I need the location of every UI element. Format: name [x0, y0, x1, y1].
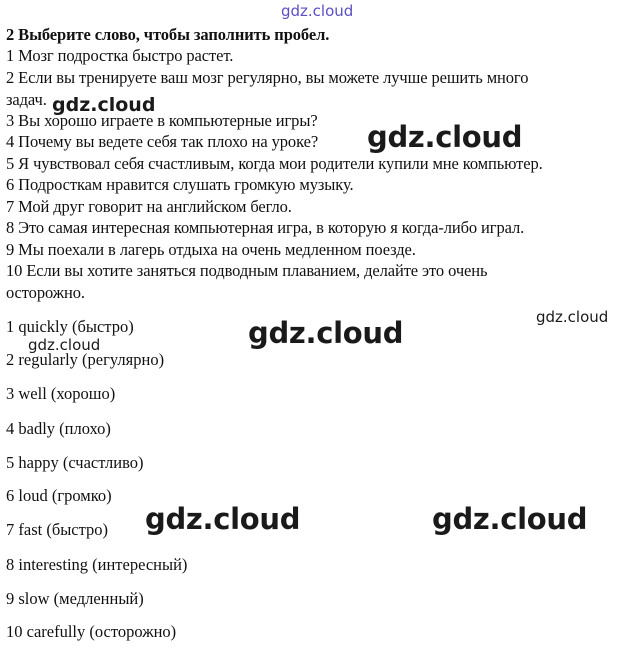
answer-item: 1 quickly (быстро) [6, 317, 134, 336]
watermark-large: gdz.cloud [432, 502, 588, 536]
sentence-line: 10 Если вы хотите заняться подводным плаванием, делайте это очень [6, 261, 488, 280]
sentence-line: осторожно. [6, 283, 85, 302]
sentence-line: 2 Если вы тренируете ваш мозг регулярно, вы можете лучше решить много [6, 68, 529, 87]
sentence-line: задач. [6, 90, 47, 109]
answer-item: 7 fast (быстро) [6, 520, 109, 539]
sentence-line: 9 Мы поехали в лагерь отдыха на очень медленном поезде. [6, 240, 416, 259]
exercise-heading: 2 Выберите слово, чтобы заполнить пробел. [6, 25, 330, 44]
sentence-line: 3 Вы хорошо играете в компьютерные игры? [6, 111, 318, 130]
sentence-line: 4 Почему вы ведете себя так плохо на уроке? [6, 132, 319, 151]
answer-item: 8 interesting (интересный) [6, 555, 188, 574]
answer-item: 5 happy (счастливо) [6, 453, 144, 472]
answer-item: 9 slow (медленный) [6, 589, 144, 608]
answer-item: 3 well (хорошо) [6, 384, 116, 403]
watermark-small-left: gdz.cloud [52, 94, 156, 116]
watermark-top: gdz.cloud [281, 2, 354, 20]
watermark-small-right: gdz.cloud [536, 308, 609, 326]
answer-item: 4 badly (плохо) [6, 419, 111, 438]
answer-item: 6 loud (громко) [6, 486, 112, 505]
sentence-line: 7 Мой друг говорит на английском бегло. [6, 197, 292, 216]
watermark-large: gdz.cloud [145, 502, 301, 536]
answer-item: 2 regularly (регулярно) [6, 350, 165, 369]
sentence-line: 5 Я чувствовал себя счастливым, когда мои родители купили мне компьютер. [6, 154, 543, 173]
sentence-line: 6 Подросткам нравится слушать громкую музыку. [6, 175, 354, 194]
watermark-large: gdz.cloud [248, 316, 404, 350]
watermark-small-left: gdz.cloud [28, 336, 101, 354]
sentence-line: 1 Мозг подростка быстро растет. [6, 46, 234, 65]
sentence-line: 8 Это самая интересная компьютерная игра, в которую я когда-либо играл. [6, 218, 525, 237]
watermark-large: gdz.cloud [367, 120, 523, 154]
answer-item: 10 carefully (осторожно) [6, 622, 177, 641]
